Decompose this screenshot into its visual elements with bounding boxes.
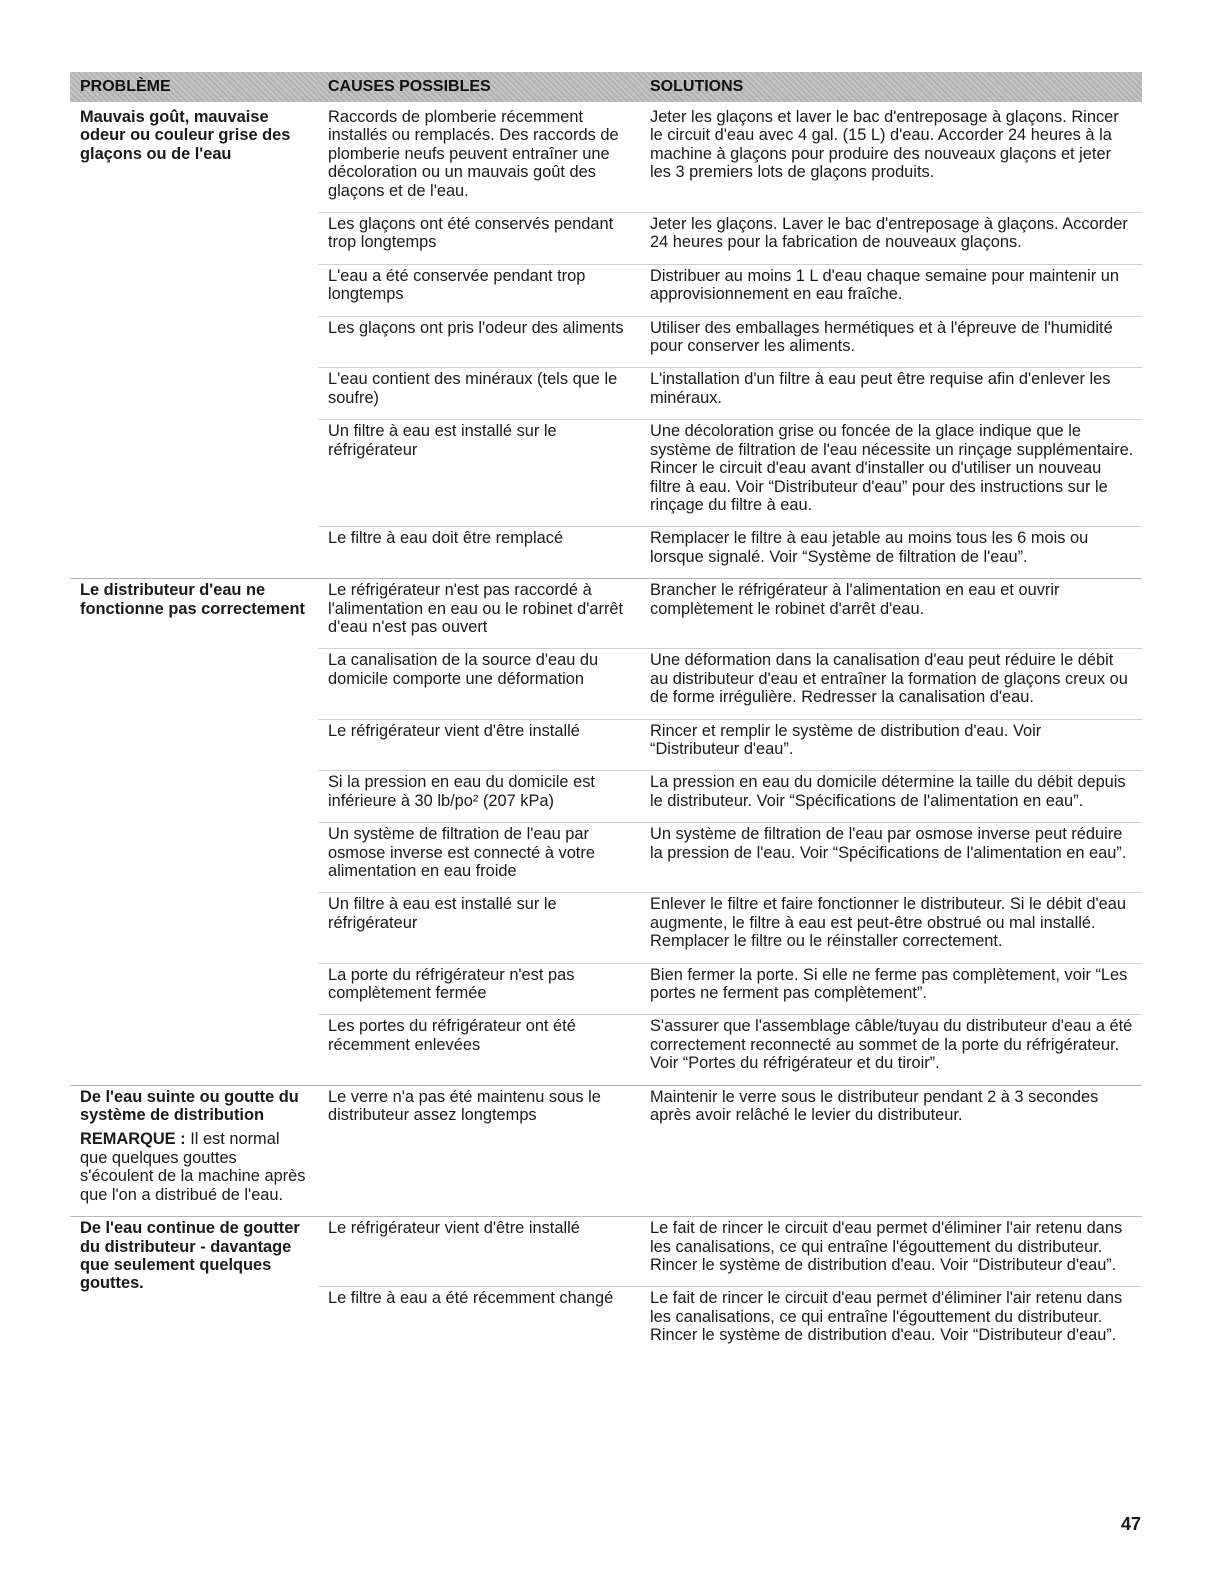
solution-cell: Utiliser des emballages hermétiques et à l'épreuve de l'humidité pour conserver les aliments. <box>640 316 1142 368</box>
header-solutions: SOLUTIONS <box>640 72 1142 102</box>
solution-cell: Une déformation dans la canalisation d'eau peut réduire le débit au distributeur d'eau et entraîner la formation de glaçons creux ou de forme irrégulière. Redresser la canalisation d'eau. <box>640 649 1142 719</box>
cause-cell: Un système de filtration de l'eau par osmose inverse est connecté à votre alimentation en eau froide <box>318 823 640 893</box>
cause-cell: Raccords de plomberie récemment installés ou remplacés. Des raccords de plomberie neufs peuvent entraîner une décoloration ou un mauvais goût des glaçons et de l'eau. <box>328 108 619 200</box>
problem-text: Mauvais goût, mauvaise odeur ou couleur grise des glaçons ou de l'eau <box>80 108 291 163</box>
problem-text: De l'eau suinte ou goutte du système de distribution <box>80 1087 299 1125</box>
solution-cell: Jeter les glaçons. Laver le bac d'entreposage à glaçons. Accorder 24 heures pour la fabrication de nouveaux glaçons. <box>640 213 1142 265</box>
solution-cell: Jeter les glaçons et laver le bac d'entreposage à glaçons. Rincer le circuit d'eau avec 4 gal. (15 L) d'eau. Accorder 24 heures à la machine à glaçons pour produire des nouveaux glaçons et jeter les 3 premiers lots de glaçons produits. <box>650 108 1119 182</box>
page-number: 47 <box>1120 1514 1141 1534</box>
problem-cell <box>70 1217 318 1357</box>
solution-cell: Le fait de rincer le circuit d'eau permet d'éliminer l'air retenu dans les canalisations, ce qui entraîne l'égouttement du distributeur. Rincer le système de distribution d'eau. Voir “Distributeur d'eau”. <box>640 1217 1142 1287</box>
problem-cell <box>70 579 318 1086</box>
troubleshooting-page <box>70 72 1142 1357</box>
solution-cell: L'installation d'un filtre à eau peut être requise afin d'enlever les minéraux. <box>640 368 1142 420</box>
problem-text: Le distributeur d'eau ne fonctionne pas correctement <box>80 581 305 618</box>
cause-cell: Le réfrigérateur vient d'être installé <box>318 1217 640 1287</box>
solution-cell: Brancher le réfrigérateur à l'alimentation en eau et ouvrir complètement le robinet d'arrêt d'eau. <box>640 579 1142 649</box>
note-label: REMARQUE : <box>80 1130 186 1149</box>
table-row <box>70 1085 1142 1216</box>
problem-note <box>80 1130 310 1204</box>
cause-cell: Le réfrigérateur n'est pas raccordé à l'alimentation en eau ou le robinet d'arrêt d'eau n'est pas ouvert <box>318 579 640 649</box>
cause-cell: Le verre n'a pas été maintenu sous le distributeur assez longtemps <box>318 1085 640 1216</box>
problem-text: De l'eau continue de goutter du distributeur - davantage que seulement quelques gouttes. <box>80 1219 300 1293</box>
cause-cell: Un filtre à eau est installé sur le réfrigérateur <box>318 420 640 527</box>
table-row <box>70 1217 1142 1287</box>
cause-cell: Le réfrigérateur vient d'être installé <box>318 719 640 771</box>
problem-cell <box>70 1085 318 1216</box>
header-causes: CAUSES POSSIBLES <box>318 72 640 102</box>
cause-cell: Un filtre à eau est installé sur le réfrigérateur <box>318 893 640 963</box>
troubleshooting-table <box>70 72 1142 1357</box>
cause-cell: L'eau contient des minéraux (tels que le soufre) <box>318 368 640 420</box>
solution-cell: Une décoloration grise ou foncée de la glace indique que le système de filtration de l'eau nécessite un rinçage supplémentaire. Rincer le circuit d'eau avant d'installer ou d'utiliser un nouveau filtre à eau. Voir “Distributeur d'eau” pour des instructions sur le rinçage du filtre à eau. <box>640 420 1142 527</box>
solution-cell: La pression en eau du domicile détermine la taille du débit depuis le distributeur. Voir “Spécifications de l'alimentation en eau”. <box>640 771 1142 823</box>
solution-cell: Maintenir le verre sous le distributeur pendant 2 à 3 secondes après avoir relâché le levier du distributeur. <box>640 1085 1142 1216</box>
cause-cell: La canalisation de la source d'eau du domicile comporte une déformation <box>318 649 640 719</box>
solution-cell: Remplacer le filtre à eau jetable au moins tous les 6 mois ou lorsque signalé. Voir “Système de filtration de l'eau”. <box>640 527 1142 579</box>
cause-cell: Le filtre à eau a été récemment changé <box>318 1287 640 1357</box>
cause-cell: Si la pression en eau du domicile est inférieure à 30 lb/po² (207 kPa) <box>318 771 640 823</box>
table-header-row <box>70 72 1142 102</box>
solution-cell: Distribuer au moins 1 L d'eau chaque semaine pour maintenir un approvisionnement en eau fraîche. <box>640 264 1142 316</box>
note-text: Il est normal que quelques gouttes s'écoulent de la machine après que l'on a distribué de l'eau. <box>80 1130 306 1204</box>
cause-cell: Les glaçons ont été conservés pendant trop longtemps <box>318 213 640 265</box>
cause-cell: La porte du réfrigérateur n'est pas complètement fermée <box>318 963 640 1015</box>
solution-cell: Un système de filtration de l'eau par osmose inverse peut réduire la pression de l'eau. Voir “Spécifications de l'alimentation en eau”. <box>640 823 1142 893</box>
table-row <box>70 579 1142 649</box>
solution-cell: Enlever le filtre et faire fonctionner le distributeur. Si le débit d'eau augmente, le filtre à eau est peut-être obstrué ou mal installé. Remplacer le filtre ou le réinstaller correctement. <box>640 893 1142 963</box>
cause-cell: Les glaçons ont pris l'odeur des aliments <box>318 316 640 368</box>
header-problem: PROBLÈME <box>70 72 318 102</box>
solution-cell: Rincer et remplir le système de distribution d'eau. Voir “Distributeur d'eau”. <box>640 719 1142 771</box>
solution-cell: Bien fermer la porte. Si elle ne ferme pas complètement, voir “Les portes ne ferment pas complètement”. <box>640 963 1142 1015</box>
table-row <box>70 102 1142 213</box>
solution-cell: S'assurer que l'assemblage câble/tuyau du distributeur d'eau a été correctement reconnecté au sommet de la porte du réfrigérateur. Voir “Portes du réfrigérateur et du tiroir”. <box>640 1015 1142 1085</box>
solution-cell: Le fait de rincer le circuit d'eau permet d'éliminer l'air retenu dans les canalisations, ce qui entraîne l'égouttement du distributeur. Rincer le système de distribution d'eau. Voir “Distributeur d'eau”. <box>640 1287 1142 1357</box>
problem-cell <box>70 102 318 579</box>
table-body <box>70 102 1142 1357</box>
cause-cell: L'eau a été conservée pendant trop longtemps <box>318 264 640 316</box>
cause-cell: Le filtre à eau doit être remplacé <box>318 527 640 579</box>
cause-cell: Les portes du réfrigérateur ont été récemment enlevées <box>318 1015 640 1085</box>
